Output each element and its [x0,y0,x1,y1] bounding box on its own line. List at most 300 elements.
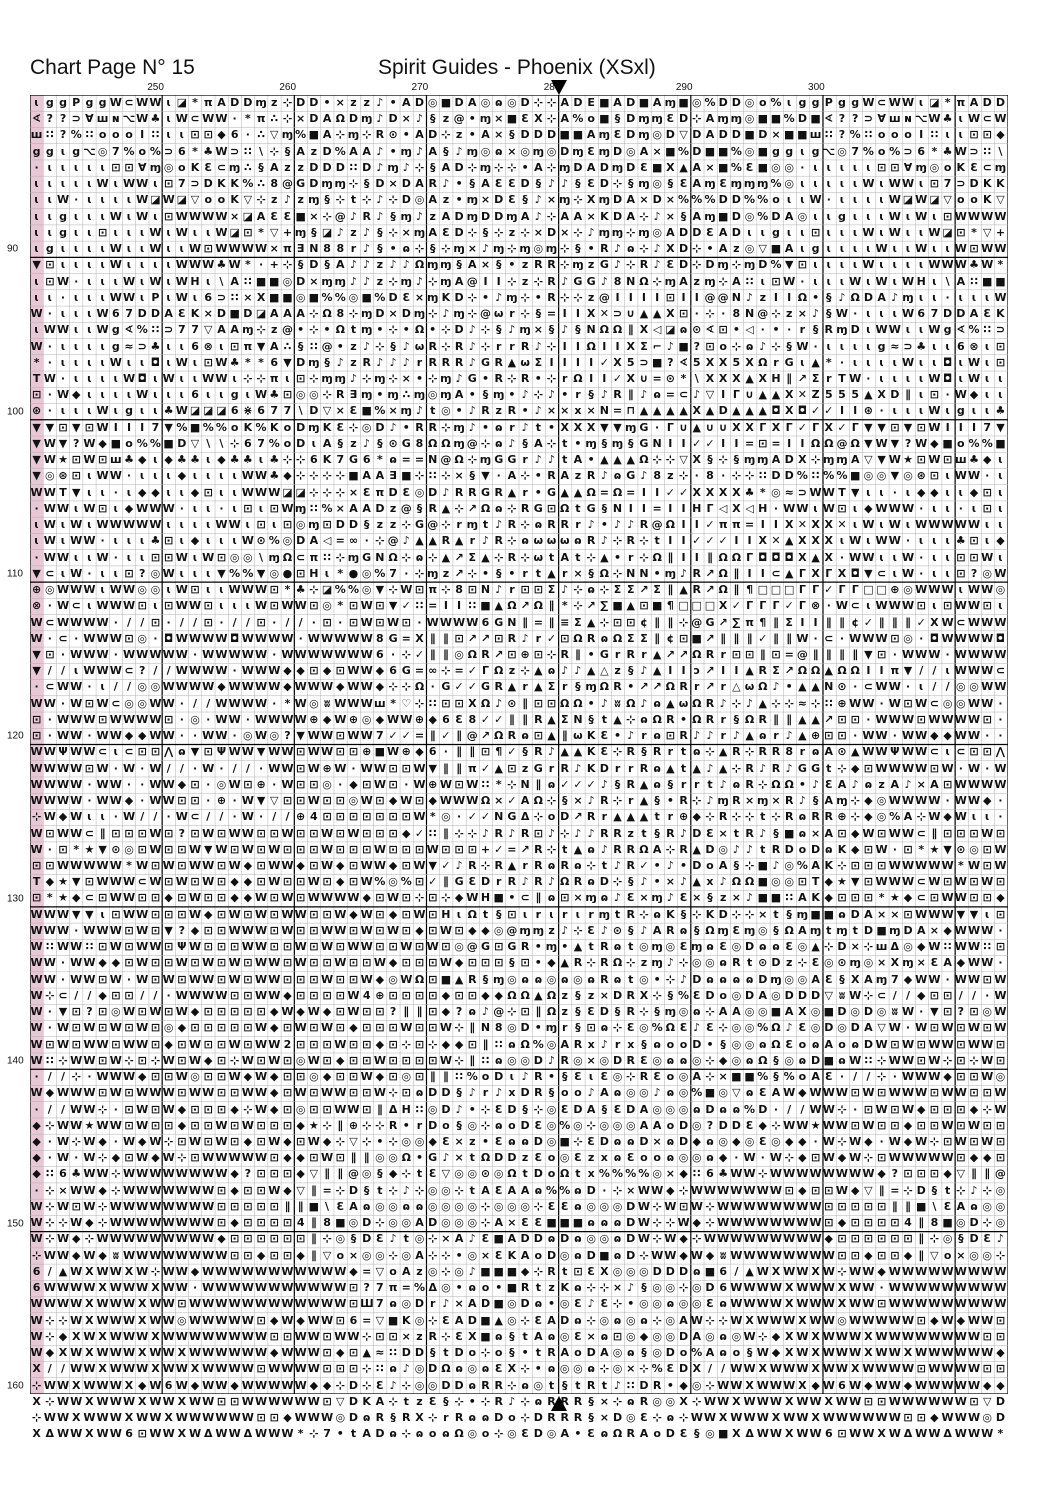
stitch-symbol: ɩ [47,177,53,191]
stitch-symbol: ▼ [204,842,213,856]
stitch-symbol: W [202,258,215,272]
stitch-symbol: ⊹ [494,160,504,174]
stitch-symbol: ⊙ [692,323,702,337]
stitch-symbol: ⊹ [362,128,372,142]
stitch-symbol: W [83,923,96,937]
stitch-symbol: ◆ [798,1086,807,1100]
stitch-symbol: ↗ [652,680,662,694]
stitch-symbol: ⊂ [45,680,55,694]
stitch-symbol: D [322,160,332,174]
stitch-symbol: W [56,1086,70,1100]
stitch-symbol: A [520,209,530,223]
stitch-symbol: W [162,566,175,580]
stitch-symbol: ɩ [205,469,211,483]
stitch-symbol: ⊹ [441,664,451,678]
stitch-symbol: Ι [787,290,792,304]
stitch-symbol: W [901,1005,915,1019]
stitch-symbol: π [718,518,728,532]
stitch-symbol: ◆ [71,891,81,905]
stitch-symbol: ▲ [573,745,583,759]
stitch-symbol: A [718,242,728,256]
stitch-symbol: ⊡ [58,420,68,434]
stitch-symbol: W [83,647,96,661]
stitch-symbol: D [612,1053,623,1067]
stitch-symbol: ◆ [916,940,926,954]
stitch-symbol: ⊡ [322,1102,332,1116]
stitch-symbol: ⊡ [401,1086,411,1100]
stitch-symbol: * [244,112,251,126]
stitch-symbol: W [954,144,967,158]
stitch-symbol: t [654,810,660,824]
stitch-symbol: ◆ [137,1135,147,1148]
stitch-symbol: ⊙ [388,128,398,142]
stitch-symbol: W [149,777,162,791]
stitch-symbol: ⊂ [824,631,834,645]
stitch-symbol: ∷ [758,469,767,483]
stitch-symbol: ⊡ [282,1053,293,1067]
stitch-symbol: W [241,631,254,645]
stitch-symbol: Ω [758,355,768,369]
stitch-symbol: ⊡ [467,1037,477,1051]
stitch-symbol: D [850,323,860,337]
stitch-symbol: W [888,193,901,207]
stitch-symbol: W [901,647,915,661]
pattern-row [30,225,1008,241]
stitch-symbol: ⊡ [837,729,847,743]
stitch-symbol: ■ [361,290,372,304]
stitch-symbol: Ω [850,290,860,304]
stitch-symbol: ♪ [666,956,674,970]
stitch-symbol: ▽ [190,193,200,207]
stitch-symbol: ɩ [931,355,937,369]
stitch-symbol: ɱ [440,371,452,385]
stitch-symbol: ▲ [494,761,503,775]
stitch-symbol: · [839,550,845,564]
stitch-symbol: ⊡ [282,972,293,986]
stitch-symbol: z [561,988,568,1002]
stitch-symbol: R [534,859,543,873]
stitch-symbol: A [336,258,345,272]
stitch-symbol: W [994,209,1007,223]
stitch-symbol: ? [73,436,80,450]
stitch-symbol: ⊹ [731,258,741,272]
stitch-symbol: ⊡ [348,1037,359,1051]
stitch-symbol: ⊡ [296,988,306,1002]
stitch-symbol: × [494,128,504,142]
stitch-symbol: ∥ [720,631,726,645]
stitch-symbol: / [74,988,79,1002]
stitch-symbol: Ι [113,420,118,434]
stitch-symbol: · [919,550,924,564]
stitch-symbol: W [347,631,360,645]
stitch-symbol: ⊹ [428,274,438,288]
stitch-symbol: · [179,501,184,515]
stitch-symbol: ɩ [865,355,871,369]
stitch-symbol: ▼ [256,566,266,580]
stitch-symbol: × [771,128,781,142]
stitch-symbol: ⊹ [612,875,623,889]
stitch-symbol: ■ [678,339,689,353]
stitch-symbol: @ [480,307,491,321]
stitch-symbol: W [835,1086,849,1100]
stitch-symbol: ∥ [839,615,845,629]
stitch-symbol: N [507,615,517,629]
stitch-symbol: Ψ [177,940,187,954]
stitch-symbol: ɩ [73,225,79,239]
stitch-symbol: ◎ [322,777,332,791]
stitch-symbol: W [83,453,96,467]
stitch-symbol: W [241,826,254,840]
stitch-symbol: ⊡ [243,501,253,515]
stitch-symbol: ◆ [137,729,147,743]
stitch-symbol: ɩ [219,485,224,499]
stitch-symbol: Ɛ [640,1053,648,1067]
stitch-symbol: t [562,453,568,467]
stitch-symbol: W [30,777,43,791]
stitch-symbol: ▼ [375,583,385,597]
stitch-symbol: r [522,453,528,467]
stitch-symbol: ⊡ [282,875,293,889]
stitch-symbol: ⊡ [111,988,121,1002]
stitch-symbol: W [96,1037,109,1051]
stitch-symbol: ⊡ [428,972,438,986]
stitch-symbol: ⊡ [401,923,411,937]
stitch-symbol: · [47,599,52,613]
stitch-symbol: ɷ [534,518,543,532]
stitch-symbol: ♪ [587,1086,595,1100]
stitch-symbol: * [931,144,938,158]
stitch-symbol: ɩ [219,534,224,548]
stitch-symbol: ⊹ [507,371,517,385]
stitch-symbol: § [324,258,330,272]
stitch-symbol: § [456,1086,462,1100]
stitch-symbol: ɱ [651,940,663,954]
stitch-symbol: Ɐ [903,160,913,174]
stitch-symbol: ◎ [823,956,834,970]
stitch-symbol: ▲ [811,940,820,954]
stitch-symbol: ◪ [216,404,227,418]
stitch-symbol: X [732,485,741,499]
stitch-symbol: o [719,339,727,353]
stitch-symbol: ɩ [219,599,224,613]
stitch-symbol: ▼ [58,436,68,450]
stitch-symbol: o [891,128,899,142]
stitch-symbol: ɩ [998,518,1003,532]
stitch-symbol: W [83,972,96,986]
stitch-symbol: W [915,1086,928,1100]
pattern-row [30,403,1008,419]
stitch-symbol: ◆ [283,469,292,483]
stitch-symbol: W [122,1135,136,1148]
stitch-symbol: W [413,810,426,824]
stitch-symbol: ɩ [47,160,53,174]
stitch-symbol: • [587,696,595,710]
stitch-symbol: ✓ [494,842,504,856]
stitch-symbol: D [414,96,425,109]
stitch-symbol: W [228,680,241,694]
stitch-symbol: ∥ [522,615,528,629]
stitch-symbol: ɱ [770,972,782,986]
stitch-symbol: W [268,680,281,694]
stitch-symbol: X [784,518,794,532]
stitch-symbol: · [826,599,831,613]
stitch-symbol: D [546,128,557,142]
stitch-symbol: ⊡ [916,453,926,467]
stitch-symbol: • [336,339,344,353]
stitch-symbol: W [849,988,862,1002]
stitch-symbol: W [994,1021,1007,1035]
stitch-symbol: ɩ [34,274,40,288]
stitch-symbol: W [347,1102,360,1116]
stitch-symbol: W [928,647,941,661]
stitch-symbol: % [374,290,386,304]
stitch-symbol: X [824,420,834,434]
stitch-symbol: ⊡ [31,891,42,905]
stitch-symbol: 7 [389,566,397,580]
stitch-symbol: ⊡ [124,1021,134,1035]
stitch-symbol: ⊡ [150,972,161,986]
stitch-symbol: R [560,1053,569,1067]
stitch-symbol: ▼ [850,875,860,889]
stitch-symbol: ? [667,355,674,369]
stitch-symbol: ◎ [295,1053,306,1067]
stitch-symbol: D [546,225,557,239]
stitch-symbol: × [507,144,517,158]
stitch-symbol: W [387,615,400,629]
stitch-symbol: W [30,696,43,710]
stitch-symbol: ∥ [905,615,911,629]
stitch-symbol: ⊡ [203,485,213,499]
stitch-symbol: A [560,469,569,483]
stitch-symbol: * [971,225,977,239]
stitch-symbol: § [482,388,489,402]
stitch-symbol: R [560,647,569,661]
stitch-symbol: W [136,907,149,921]
stitch-symbol: g [838,209,846,223]
stitch-symbol: @ [704,290,716,304]
stitch-symbol: ɩ [984,355,990,369]
stitch-symbol: ɩ [73,209,79,223]
stitch-symbol: ⊓ [626,404,636,418]
stitch-symbol: Ω [612,631,623,645]
stitch-symbol: • [561,940,569,954]
stitch-symbol: ⊡ [296,761,306,775]
stitch-symbol: W [862,1086,875,1100]
stitch-symbol: W [175,810,188,824]
stitch-symbol: ◪ [321,583,333,597]
stitch-symbol: ▼ [296,729,305,743]
stitch-symbol: ⊡ [348,842,359,856]
stitch-symbol: ɩ [86,225,92,239]
stitch-symbol: ⋀ [995,745,1006,759]
stitch-symbol: ⊡ [414,1021,425,1035]
stitch-symbol: ⊃ [164,144,174,158]
stitch-symbol: ∷ [983,323,992,337]
stitch-symbol: ɩ [918,534,924,548]
stitch-symbol: ɩ [34,290,40,304]
stitch-symbol: ⊗ [203,339,213,353]
stitch-symbol: ◎ [744,209,755,223]
stitch-symbol: ★ [308,1118,319,1132]
stitch-symbol: ⊡ [348,745,359,759]
stitch-symbol: ɷ [732,777,741,791]
stitch-symbol: ⊹ [546,160,557,174]
stitch-symbol: Ω [480,696,491,710]
stitch-symbol: R [494,859,503,873]
pattern-row [30,127,1008,143]
stitch-symbol: @ [796,647,808,661]
stitch-symbol: ⊡ [150,859,161,873]
stitch-symbol: ▼ [943,842,952,856]
stitch-symbol: ▽ [190,436,200,450]
stitch-symbol: W [109,972,122,986]
stitch-symbol: ⊕ [348,712,359,726]
stitch-symbol: ⊹ [230,1053,240,1067]
stitch-symbol: ∥ [443,761,449,775]
stitch-symbol: K [666,907,675,921]
stitch-symbol: ∥ [456,745,462,759]
stitch-symbol: r [456,518,462,532]
stitch-symbol: D [428,1086,438,1100]
stitch-symbol: T [32,875,41,889]
stitch-symbol: ⊡ [467,583,477,597]
stitch-symbol: ⊡ [335,745,345,759]
stitch-symbol: N [744,307,755,321]
stitch-symbol: W [70,826,83,840]
stitch-symbol: H [401,1102,411,1116]
stitch-symbol: · [179,696,184,710]
stitch-symbol: ♪ [376,112,384,126]
stitch-symbol: W [215,696,228,710]
stitch-symbol: ⊹ [520,664,530,678]
stitch-symbol: ▼ [877,420,886,434]
stitch-symbol: ɩ [865,307,871,321]
stitch-symbol: z [521,761,529,775]
stitch-symbol: / [285,615,290,629]
stitch-symbol: ◎ [744,1005,755,1019]
stitch-symbol: § [707,453,713,467]
stitch-symbol: ⊡ [137,599,147,613]
stitch-symbol: ⊙ [111,842,121,856]
stitch-symbol: § [284,144,291,158]
stitch-symbol: × [296,112,306,126]
stitch-symbol: ɱ [730,112,743,126]
stitch-symbol: ◆ [322,1005,332,1019]
stitch-symbol: R [679,842,688,856]
stitch-symbol: ◎ [771,988,781,1002]
stitch-symbol: ⊡ [322,1037,332,1051]
stitch-symbol: D [705,1102,715,1116]
stitch-symbol: • [323,96,331,109]
stitch-symbol: ◆ [217,128,226,142]
stitch-symbol: ɩ [905,485,911,499]
stitch-symbol: R [692,566,701,580]
stitch-symbol: ⊡ [388,1053,398,1067]
stitch-symbol: · [34,1070,39,1084]
stitch-symbol: ɩ [60,144,66,158]
stitch-symbol: · [60,696,66,710]
stitch-symbol: W [981,1037,994,1051]
stitch-symbol: X [811,566,820,580]
stitch-symbol: % [268,534,280,548]
stitch-symbol: π [309,550,319,564]
stitch-symbol: · [998,810,1003,824]
stitch-symbol: ♣ [269,469,280,483]
stitch-symbol: W [928,371,941,385]
stitch-symbol: ɩ [826,209,832,223]
stitch-symbol: ⊙ [837,680,847,694]
stitch-symbol: ▲ [758,404,767,418]
stitch-symbol: Ω [414,323,425,337]
stitch-symbol: ɩ [258,501,264,515]
stitch-symbol: 5 [851,388,860,402]
stitch-symbol: z [508,664,516,678]
stitch-symbol: ɷ [719,1102,727,1116]
stitch-symbol: G [586,274,596,288]
stitch-symbol: ◆ [943,923,952,937]
stitch-symbol: W [30,745,43,759]
stitch-symbol: ▼ [32,566,41,580]
stitch-symbol: · [47,388,52,402]
stitch-symbol: ɱ [994,160,1007,174]
stitch-symbol: ▲ [639,307,649,321]
stitch-symbol: ◆ [204,1053,213,1067]
stitch-symbol: ■ [678,96,689,109]
stitch-symbol: ⊹ [626,258,636,272]
stitch-symbol: Ω [639,842,649,856]
stitch-symbol: ∪ [745,388,755,402]
center-marker-top [551,80,567,95]
stitch-symbol: ɩ [166,388,172,402]
stitch-symbol: ✓ [467,664,477,678]
stitch-symbol: W [928,404,941,418]
stitch-symbol: ⊹ [150,1053,161,1067]
stitch-symbol: ⊡ [177,1135,187,1148]
stitch-symbol: · [945,647,950,661]
stitch-symbol: ɱ [664,566,677,580]
stitch-symbol: * [244,258,251,272]
stitch-symbol: ⊡ [203,745,213,759]
stitch-symbol: W [70,1086,83,1100]
stitch-symbol: W [254,485,268,499]
stitch-symbol: / [206,810,211,824]
stitch-symbol: D [797,112,807,126]
stitch-symbol: Ω [586,339,596,353]
stitch-symbol: o [204,193,213,207]
stitch-symbol: ♪ [693,729,701,743]
stitch-symbol: ⊹ [744,745,755,759]
stitch-symbol: R [732,745,741,759]
stitch-symbol: § [773,1053,779,1067]
stitch-symbol: ● [348,566,359,580]
stitch-symbol: N [309,242,319,256]
stitch-symbol: ◎ [295,290,306,304]
stitch-symbol: W [96,696,109,710]
stitch-symbol: W [334,696,347,710]
stitch-symbol: W [994,777,1007,791]
stitch-symbol: ɷ [706,940,714,954]
stitch-symbol: ★ [84,1118,95,1132]
stitch-symbol: ∷ [151,128,160,142]
stitch-symbol: ▼ [613,420,622,434]
stitch-symbol: § [363,177,370,191]
stitch-symbol: D [599,761,609,775]
stitch-symbol: ♪ [587,826,595,840]
stitch-symbol: R [388,1118,398,1132]
stitch-symbol: R [468,859,477,873]
stitch-symbol: ⊡ [150,550,161,564]
stitch-symbol: ɩ [34,323,40,337]
